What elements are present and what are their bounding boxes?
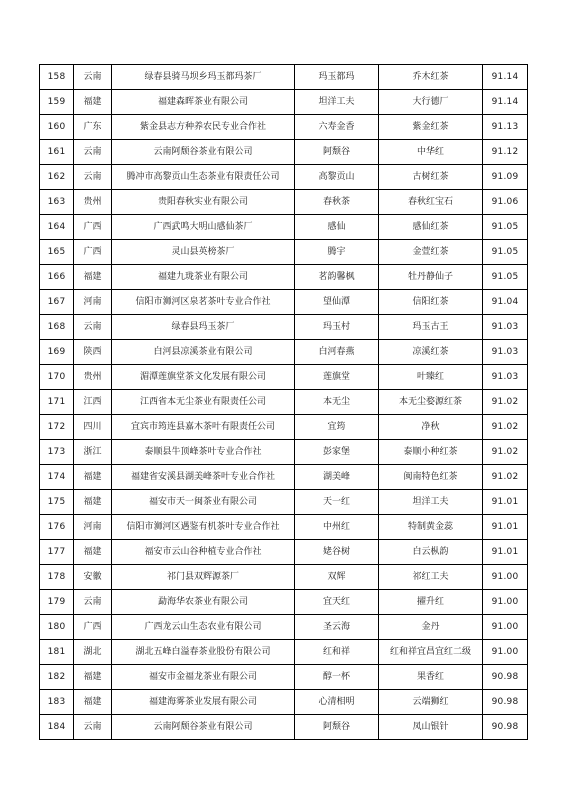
cell-company: 福安市云山谷种植专业合作社 [112, 540, 295, 565]
cell-province: 贵州 [74, 365, 112, 390]
table-row [40, 315, 528, 340]
table-row [40, 515, 528, 540]
cell-province: 陕西 [74, 340, 112, 365]
cell-score: 91.12 [483, 140, 528, 165]
cell-score: 90.98 [483, 690, 528, 715]
cell-rank-number: 164 [40, 215, 74, 240]
cell-brand: 阿颓谷 [295, 715, 379, 740]
cell-province: 江西 [74, 390, 112, 415]
cell-product: 春秋红宝石 [379, 190, 483, 215]
cell-brand: 彭家堡 [295, 440, 379, 465]
cell-score: 90.98 [483, 665, 528, 690]
cell-province: 广西 [74, 215, 112, 240]
cell-province: 福建 [74, 265, 112, 290]
cell-brand: 圣云海 [295, 615, 379, 640]
table-row [40, 540, 528, 565]
cell-rank-number: 173 [40, 440, 74, 465]
cell-company: 广西武鸣大明山感仙茶厂 [112, 215, 295, 240]
cell-company: 福安市金福龙茶业有限公司 [112, 665, 295, 690]
cell-score: 91.04 [483, 290, 528, 315]
cell-brand: 春秋茶 [295, 190, 379, 215]
cell-brand: 宜天红 [295, 590, 379, 615]
cell-brand: 六寿金香 [295, 115, 379, 140]
cell-company: 福建森晖茶业有限公司 [112, 90, 295, 115]
table-row [40, 215, 528, 240]
cell-rank-number: 163 [40, 190, 74, 215]
cell-score: 91.05 [483, 215, 528, 240]
table-row [40, 265, 528, 290]
cell-rank-number: 182 [40, 665, 74, 690]
cell-rank-number: 178 [40, 565, 74, 590]
cell-province: 广东 [74, 115, 112, 140]
cell-company: 湖北五峰白溢春茶业股份有限公司 [112, 640, 295, 665]
table-row [40, 390, 528, 415]
cell-score: 91.00 [483, 565, 528, 590]
cell-company: 广西龙云山生态农业有限公司 [112, 615, 295, 640]
cell-province: 贵州 [74, 190, 112, 215]
cell-rank-number: 165 [40, 240, 74, 265]
cell-product: 感仙红茶 [379, 215, 483, 240]
cell-score: 91.02 [483, 440, 528, 465]
cell-company: 白河县凉溪茶业有限公司 [112, 340, 295, 365]
cell-product: 白云枞韵 [379, 540, 483, 565]
cell-brand: 莲旗堂 [295, 365, 379, 390]
cell-brand: 坦洋工夫 [295, 90, 379, 115]
cell-province: 安徽 [74, 565, 112, 590]
cell-product: 泰顺小种红茶 [379, 440, 483, 465]
cell-rank-number: 183 [40, 690, 74, 715]
cell-province: 浙江 [74, 440, 112, 465]
table-row [40, 490, 528, 515]
cell-rank-number: 169 [40, 340, 74, 365]
cell-company: 祁门县双辉源茶厂 [112, 565, 295, 590]
cell-score: 91.03 [483, 365, 528, 390]
cell-rank-number: 160 [40, 115, 74, 140]
cell-product: 祁红工夫 [379, 565, 483, 590]
cell-product: 净秋 [379, 415, 483, 440]
cell-company: 信阳市浉河区泉茗茶叶专业合作社 [112, 290, 295, 315]
cell-product: 本无尘婺源红茶 [379, 390, 483, 415]
cell-score: 91.09 [483, 165, 528, 190]
cell-score: 91.13 [483, 115, 528, 140]
table-row [40, 340, 528, 365]
cell-product: 凤山银针 [379, 715, 483, 740]
cell-brand: 天一红 [295, 490, 379, 515]
cell-company: 泰顺县牛顶峰茶叶专业合作社 [112, 440, 295, 465]
cell-rank-number: 184 [40, 715, 74, 740]
cell-score: 91.14 [483, 90, 528, 115]
cell-company: 勐海华农茶业有限公司 [112, 590, 295, 615]
cell-product: 玛玉古王 [379, 315, 483, 340]
cell-rank-number: 159 [40, 90, 74, 115]
cell-brand: 玛玉都玛 [295, 65, 379, 90]
cell-score: 91.01 [483, 490, 528, 515]
cell-brand: 腾宇 [295, 240, 379, 265]
table-row [40, 465, 528, 490]
cell-brand: 白河春燕 [295, 340, 379, 365]
cell-score: 91.00 [483, 640, 528, 665]
cell-product: 特制黄金蕊 [379, 515, 483, 540]
cell-brand: 中州红 [295, 515, 379, 540]
cell-province: 福建 [74, 490, 112, 515]
cell-company: 福建海雾茶业发展有限公司 [112, 690, 295, 715]
cell-province: 福建 [74, 540, 112, 565]
cell-company: 福建省安溪县湖美峰茶叶专业合作社 [112, 465, 295, 490]
cell-score: 91.00 [483, 590, 528, 615]
cell-rank-number: 172 [40, 415, 74, 440]
cell-rank-number: 158 [40, 65, 74, 90]
cell-brand: 宜筠 [295, 415, 379, 440]
cell-product: 坦洋工夫 [379, 490, 483, 515]
cell-rank-number: 181 [40, 640, 74, 665]
cell-score: 91.05 [483, 265, 528, 290]
table-row [40, 565, 528, 590]
cell-score: 91.01 [483, 515, 528, 540]
cell-rank-number: 167 [40, 290, 74, 315]
cell-province: 广西 [74, 615, 112, 640]
cell-province: 河南 [74, 290, 112, 315]
cell-product: 牡丹静仙子 [379, 265, 483, 290]
cell-company: 绿春县玛玉茶厂 [112, 315, 295, 340]
cell-province: 福建 [74, 90, 112, 115]
table-row [40, 65, 528, 90]
cell-rank-number: 170 [40, 365, 74, 390]
cell-company: 宜宾市筠连县嘉木茶叶有限责任公司 [112, 415, 295, 440]
cell-company: 贵阳春秋实业有限公司 [112, 190, 295, 215]
cell-rank-number: 161 [40, 140, 74, 165]
table-row [40, 665, 528, 690]
ranking-table [39, 64, 528, 740]
cell-province: 福建 [74, 465, 112, 490]
table-row [40, 715, 528, 740]
cell-product: 紫金红茶 [379, 115, 483, 140]
cell-province: 云南 [74, 315, 112, 340]
cell-brand: 心清相明 [295, 690, 379, 715]
cell-product: 擢升红 [379, 590, 483, 615]
cell-product: 闽南特色红茶 [379, 465, 483, 490]
cell-province: 广西 [74, 240, 112, 265]
cell-product: 信阳红茶 [379, 290, 483, 315]
table-row [40, 115, 528, 140]
cell-brand: 姥谷树 [295, 540, 379, 565]
cell-company: 紫金县志方种养农民专业合作社 [112, 115, 295, 140]
cell-product: 大行德厂 [379, 90, 483, 115]
cell-province: 湖北 [74, 640, 112, 665]
cell-score: 90.98 [483, 715, 528, 740]
cell-brand: 本无尘 [295, 390, 379, 415]
table-row [40, 690, 528, 715]
cell-company: 灵山县英榜茶厂 [112, 240, 295, 265]
cell-brand: 玛玉村 [295, 315, 379, 340]
cell-company: 福安市天一闽茶业有限公司 [112, 490, 295, 515]
cell-rank-number: 171 [40, 390, 74, 415]
cell-brand: 双辉 [295, 565, 379, 590]
cell-brand: 阿颓谷 [295, 140, 379, 165]
cell-company: 江西省本无尘茶业有限责任公司 [112, 390, 295, 415]
table-row [40, 90, 528, 115]
cell-product: 红和祥宜昌宜红二级 [379, 640, 483, 665]
cell-brand: 高黎贡山 [295, 165, 379, 190]
cell-product: 云端狮红 [379, 690, 483, 715]
table-row [40, 165, 528, 190]
cell-rank-number: 174 [40, 465, 74, 490]
cell-score: 91.00 [483, 615, 528, 640]
cell-product: 乔木红茶 [379, 65, 483, 90]
cell-province: 云南 [74, 140, 112, 165]
cell-rank-number: 180 [40, 615, 74, 640]
cell-province: 云南 [74, 715, 112, 740]
cell-province: 云南 [74, 590, 112, 615]
cell-province: 河南 [74, 515, 112, 540]
cell-province: 福建 [74, 665, 112, 690]
cell-score: 91.06 [483, 190, 528, 215]
cell-company: 湄潭莲旗堂茶文化发展有限公司 [112, 365, 295, 390]
cell-rank-number: 179 [40, 590, 74, 615]
cell-brand: 湖美峰 [295, 465, 379, 490]
cell-score: 91.03 [483, 340, 528, 365]
cell-product: 叶臻红 [379, 365, 483, 390]
cell-product: 凉溪红茶 [379, 340, 483, 365]
cell-rank-number: 162 [40, 165, 74, 190]
ranking-table-body [40, 65, 528, 740]
cell-score: 91.03 [483, 315, 528, 340]
cell-company: 云南阿颓谷茶业有限公司 [112, 715, 295, 740]
cell-brand: 醇一杯 [295, 665, 379, 690]
cell-company: 福建九珑茶业有限公司 [112, 265, 295, 290]
cell-product: 古树红茶 [379, 165, 483, 190]
cell-product: 果香红 [379, 665, 483, 690]
cell-brand: 茗韵馨枫 [295, 265, 379, 290]
table-row [40, 640, 528, 665]
table-row [40, 615, 528, 640]
cell-score: 91.01 [483, 540, 528, 565]
cell-rank-number: 177 [40, 540, 74, 565]
cell-brand: 感仙 [295, 215, 379, 240]
cell-brand: 望仙潭 [295, 290, 379, 315]
cell-score: 91.05 [483, 240, 528, 265]
cell-product: 中华红 [379, 140, 483, 165]
table-row [40, 440, 528, 465]
cell-company: 绿春县骑马坝乡玛玉都玛茶厂 [112, 65, 295, 90]
cell-province: 福建 [74, 690, 112, 715]
cell-product: 金萱红茶 [379, 240, 483, 265]
table-row [40, 240, 528, 265]
cell-product: 金丹 [379, 615, 483, 640]
cell-rank-number: 175 [40, 490, 74, 515]
table-row [40, 365, 528, 390]
cell-rank-number: 176 [40, 515, 74, 540]
table-row [40, 190, 528, 215]
cell-brand: 红和祥 [295, 640, 379, 665]
table-row [40, 290, 528, 315]
cell-province: 四川 [74, 415, 112, 440]
table-row [40, 140, 528, 165]
cell-score: 91.02 [483, 390, 528, 415]
cell-company: 信阳市浉河区遇鉴有机茶叶专业合作社 [112, 515, 295, 540]
cell-company: 腾冲市高黎贡山生态茶业有限责任公司 [112, 165, 295, 190]
cell-rank-number: 168 [40, 315, 74, 340]
cell-score: 91.02 [483, 415, 528, 440]
cell-province: 云南 [74, 65, 112, 90]
cell-rank-number: 166 [40, 265, 74, 290]
cell-score: 91.02 [483, 465, 528, 490]
cell-company: 云南阿颓谷茶业有限公司 [112, 140, 295, 165]
table-row [40, 415, 528, 440]
cell-province: 云南 [74, 165, 112, 190]
cell-score: 91.14 [483, 65, 528, 90]
table-row [40, 590, 528, 615]
